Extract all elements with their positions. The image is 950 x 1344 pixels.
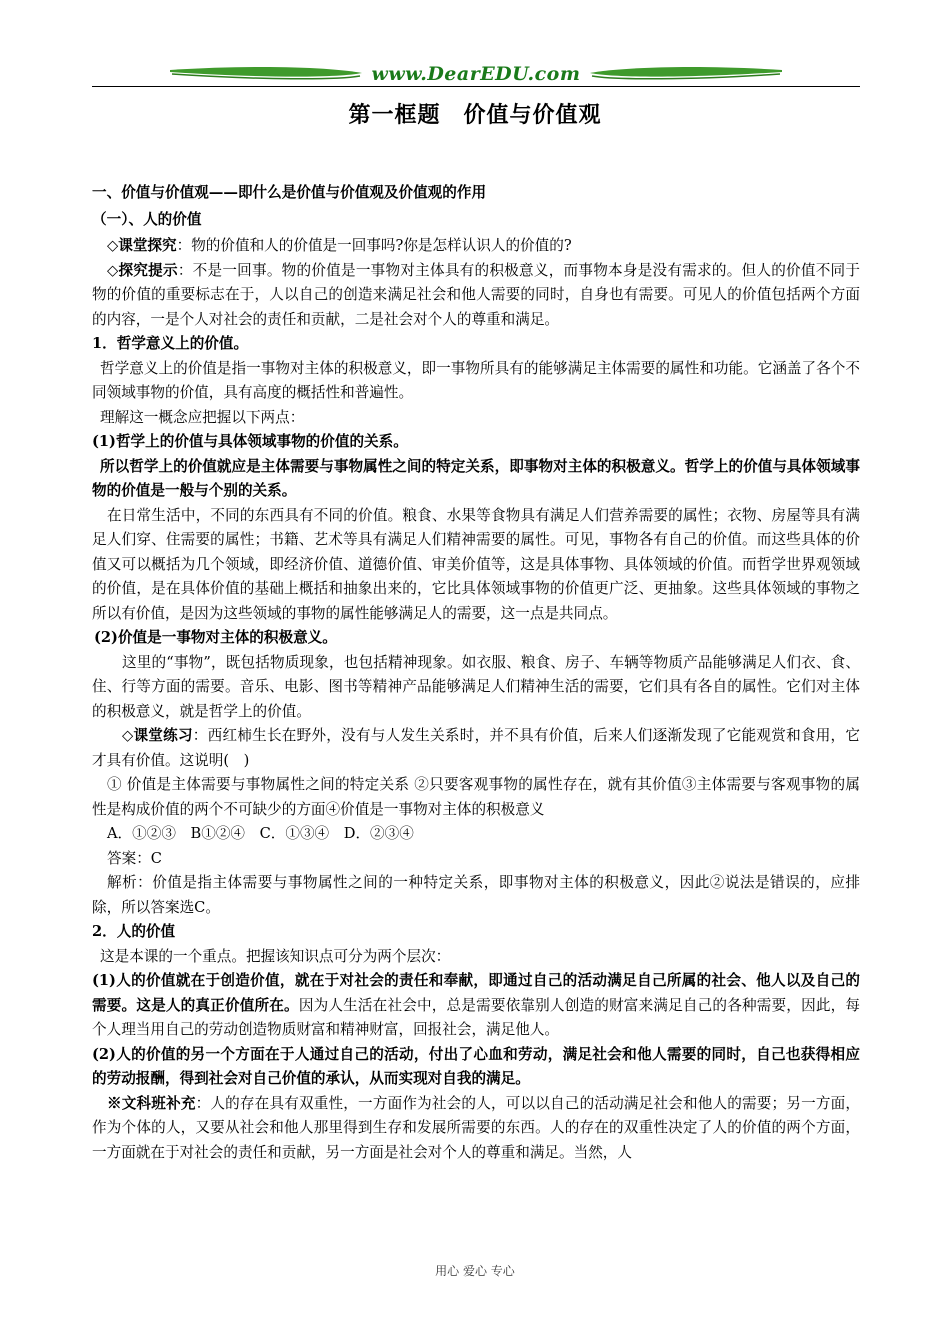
site-url: www.DearEDU.com [371,63,581,85]
tishi-label: ◇探究提示 [107,261,178,279]
section-title-1: 1．哲学意义上的价值。 [92,335,249,352]
section-heading-1: 一、价值与价值观——即什么是价值与价值观及价值观的作用 [92,184,487,201]
question-choices: A．①②③ B①②④ C．①③④ D．②③④ [107,825,414,842]
paragraph-lianxi [92,724,860,773]
paragraph-s1-bold: 所以哲学上的价值就应是主体需要与事物属性之间的特定关系，即事物对主体的积极意义。哲学上的价值与具体领域事物的价值是一般与个别的关系。 [92,457,860,499]
paragraph-tishi [92,259,860,333]
paragraph-s1-points: 理解这一概念应把握以下两点： [100,408,305,426]
s2-level-1-bold: (1)人的价值就在于创造价值，就在于对社会的责任和奉献，即通过自己的活动满足自己所属的社会、他人以及自己的需要。这是人的真正价值所在。 [92,972,860,1014]
lianxi-label: ◇课堂练习 [122,727,193,744]
question-options: ① 价值是主体需要与事物属性之间的特定关系 ②只要客观事物的属性存在，就有其价值③主体需要与客观事物的属性是构成价值的两个不可缺少的方面④价值是一事物对主体的积极意义 [92,776,860,818]
point-2-heading: (2)价值是一事物对主体的积极意义。 [94,629,337,646]
paragraph-buchong [92,1092,860,1166]
paragraph-s2-level-2: (2)人的价值的另一个方面在于人通过自己的活动，付出了心血和劳动，满足社会和他人需要的同时，自己也获得相应的劳动报酬，得到社会对自己价值的承认，从而实现对自我的满足。 [92,1045,860,1087]
paragraph-s1-definition: 哲学意义上的价值是指一事物对主体的积极意义，即一事物所具有的能够满足主体需要的属性和功能。它涵盖了各个不同领域事物的价值，具有高度的概括性和普遍性。 [92,359,860,401]
question-answer: 答案：C [107,849,162,867]
page-title: 第一框题 价值与价值观 [348,102,602,128]
paragraph-s2-level-1 [92,969,860,1043]
header-rule [92,86,860,87]
tanjiu-text: ：物的价值和人的价值是一回事吗?你是怎样认识人的价值的? [176,237,572,254]
subsection-heading: （一）、人的价值 [92,210,202,228]
question-analysis: 解析：价值是指主体需要与事物属性之间的一种特定关系，即事物对主体的积极意义，因此②说法是错误的，应排除，所以答案选C。 [92,874,860,916]
paragraph-s1-examples: 在日常生活中，不同的东西具有不同的价值。粮食、水果等食物具有满足人们营养需要的属性；衣物、房屋等具有满足人们穿、住需要的属性；书籍、艺术等具有满足人们精神需要的属性。可见，事物各有自己的价值。而这些具体的价值又可以概括为几个领域，即经济价值、道德价值、审美价值等，这是具体事物、具体领域的价值。而哲学世界观领域的价值，是在具体价值的基础上概括和抽象出来的，它比具体领域事物的价值更广泛、更抽象。这些具体领域的事物之所以有价值，是因为这些领域的事物的属性能够满足人的需要，这一点是共同点。 [92,506,860,622]
buchong-label: ※文科班补充 [107,1094,196,1112]
document-body [92,181,860,1165]
tishi-text: ：不是一回事。物的价值是一事物对主体具有的积极意义，而事物本身是没有需求的。但人的价值不同于物的价值的重要标志在于，人以自己的创造来满足社会和他人需要的同时，自身也有需要。可见人的价值包括两个方面的内容，一是个人对社会的责任和贡献，二是社会对个人的尊重和满足。 [92,261,860,328]
lianxi-text: ：西红柿生长在野外，没有与人发生关系时，并不具有价值，后来人们逐渐发现了它能观赏和食用，它才具有价值。这说明( ) [92,727,860,769]
page-footer: 用心 爱心 专心 [435,1264,515,1278]
paragraph-s1-things: 这里的“事物”，既包括物质现象，也包括精神现象。如衣服、粮食、房子、车辆等物质产品能够满足人们衣、食、住、行等方面的需要。音乐、电影、图书等精神产品能够满足人们精神生活的需要，它们具有各自的属性。它们对主体的积极意义，就是哲学上的价值。 [92,653,860,720]
paragraph-s2-intro: 这是本课的一个重点。把握该知识点可分为两个层次： [100,947,451,965]
tanjiu-label: ◇课堂探究 [107,237,177,254]
section-title-2: 2．人的价值 [92,923,176,940]
point-1-heading: (1)哲学上的价值与具体领域事物的价值的关系。 [92,433,408,450]
s2-level-1-text: 因为人生活在社会中，总是需要依靠别人创造的财富来满足自己的各种需要，因此，每个人理当用自己的劳动创造物质财富和精神财富，回报社会，满足他人。 [92,996,860,1038]
buchong-text: ：人的存在具有双重性，一方面作为社会的人，可以以自己的活动满足社会和他人的需要；另一方面，作为个体的人，又要从社会和他人那里得到生存和发展所需要的东西。人的存在的双重性决定了人的价值的两个方面，一方面就在于对社会的责任和贡献，另一方面是社会对个人的尊重和满足。当然，人 [92,1094,860,1161]
paragraph-tanjiu [92,234,860,259]
